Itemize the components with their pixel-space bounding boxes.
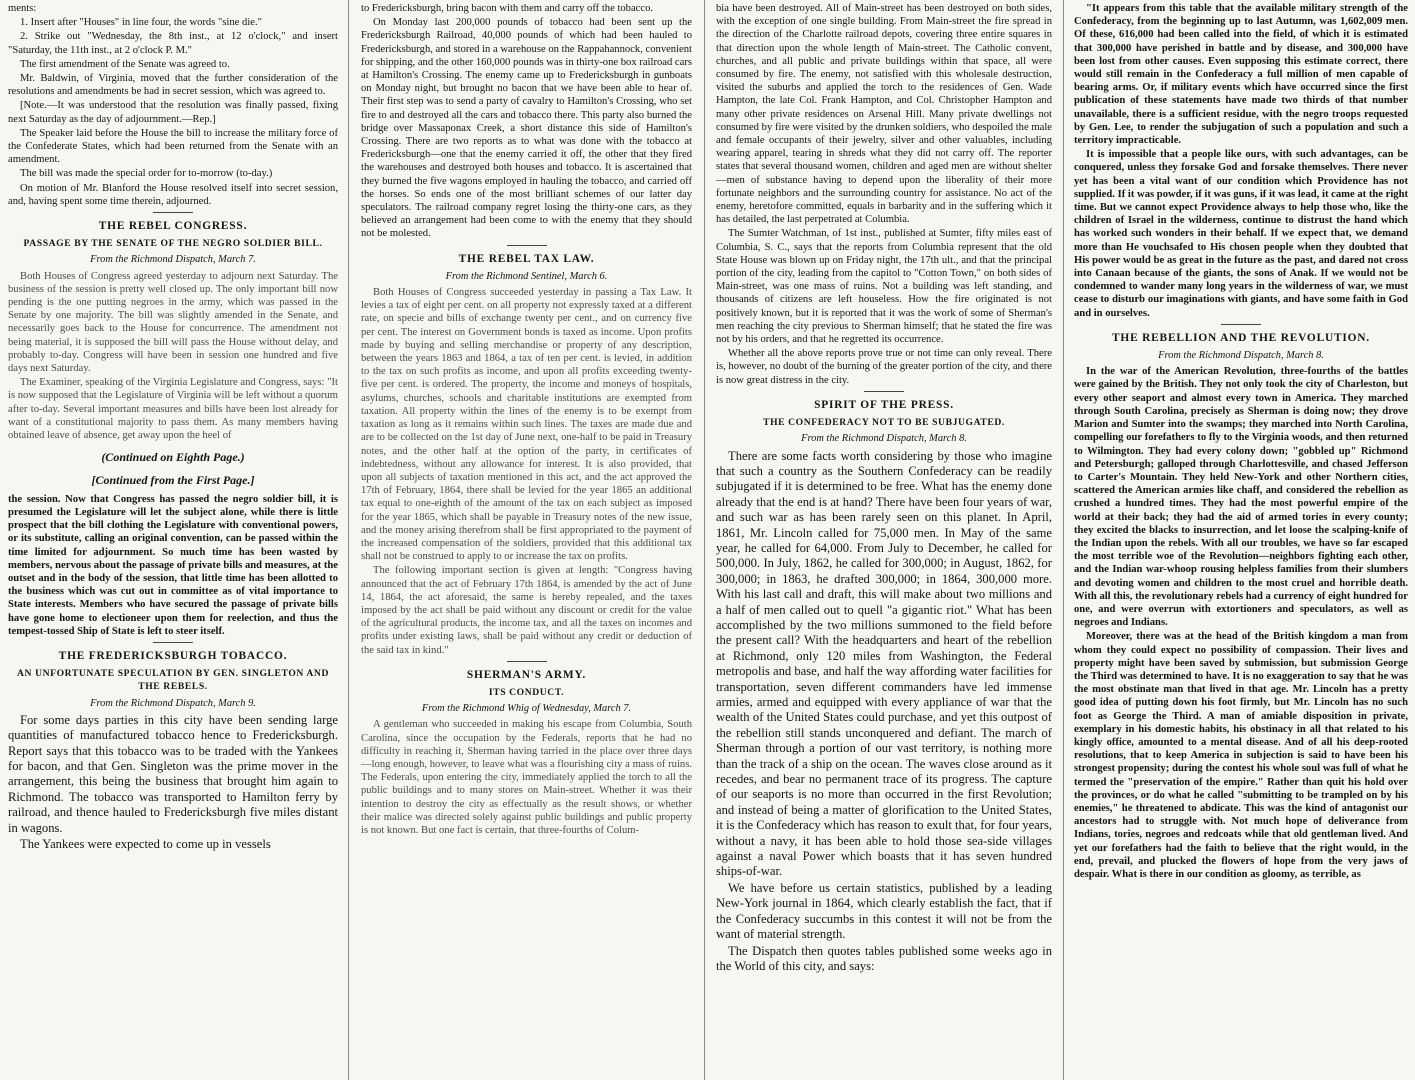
paragraph: The Examiner, speaking of the Virginia Legislature and Congress, says: "It is now supposed that the Legislature of Virginia will be left without a quorum after to-day. Several important measures and bills have been lost already for want of a constitutional majority to pass them. As many members having obtained leave of absence, get away upon the heel of <box>8 377 338 442</box>
article-subheadline: PASSAGE BY THE SENATE OF THE NEGRO SOLDIER BILL. <box>23 238 323 250</box>
article-source-line: From the Richmond Dispatch, March 8. <box>1158 350 1324 362</box>
article-divider <box>153 212 193 213</box>
paragraph: The bill was made the special order for to-morrow (to-day.) <box>20 168 273 180</box>
article-divider <box>507 245 547 246</box>
article-divider <box>507 661 547 662</box>
article-divider <box>1221 324 1261 325</box>
paragraph: In the war of the American Revolution, three-fourths of the battles were gained by the British. They not only took the city of Charleston, but every other seaport and almost every town in America. They marched through South Carolina, precisely as Sherman is doing now; they drove Marion and Sumter into the swamps; they marched into North Carolina, compelling our forefathers to fly to the Virginia woods, and then returned to Wilmington. They had every colony down; "gobbled up" Richmond and Petersburgh; galloped through Charlottesville, and chased Jefferson to Carter's Mountain. They held New-York and other Northern cities, scattered the American armies like chaff, and considered the rebellion as crushed a hundred times. They had the most powerful empire of the world at their back; they had the aid of armed tories in every county; they excited the blacks to insurrection, and let loose the scalping-knife of the Indian upon the rebels. With all our troubles, we have so far escaped the most terrible woe of the Revolution—neighbors fighting each other, and the Indian war-whoop rousing helpless families from their slumbers and devoting women and children to the most cruel and horrible death. With all this, the revolutionary rebels had a currency of eight hundred for one, and were overrun with extortioners and speculators, as well as negroes and Indians. <box>1074 366 1408 629</box>
paragraph: There are some facts worth considering by those who imagine that such a country as the Southern Confederacy can be readily subjugated if it is determined to be free. What has the enemy done already that the end is at hand? There have been four years of war, and such war as has been rarely seen on this planet. In April, 1861, Mr. Lincoln called for 75,000 men. In May of the same year, he called for 64,000. From July to December, he called for 500,000. In July, 1862, he called for 300,000; in August, 1862, for 300,000; in 1863, he drafted 300,000; in 1864, 300,000 more. With his last call and draft, this will make about two millions and a half of men called out to quell "a gigantic riot." What has been accomplished by the two millions summoned to the field before the present call? With the headquarters and heart of the rebellion at Richmond, only 120 miles from Washington, the Federal metropolis and base, and half the way affording water facilities for transportation, seven different commanders have led immense armies, armed and equipped with every appliance of war that the wealth of the United States could purchase, and yet this outpost of the rebellion still stands unconquered and defiant. The march of Sherman through a portion of our vast territory, is nothing more than the track of a ship on the ocean. The waves close around as it recedes, and bear no permanent trace of its progress. The capture of our seaports is no more than occurred in the first Revolution; and instead of being a matter of glorification to the United States, it is the Confederacy which has reason to exult that, for four years, without a navy, it has been able to hold those sea-side villages against a naval Power which boasts that it has seven hundred ships-of-war. <box>716 448 1052 879</box>
article-subheadline: AN UNFORTUNATE SPECULATION BY GEN. SINGLETON AND THE REBELS. <box>17 668 329 693</box>
column-rule <box>348 0 349 1080</box>
article-headline: THE REBEL CONGRESS. <box>98 220 248 233</box>
paragraph: The Speaker laid before the House the bill to increase the military force of the Confederate States, which had been returned from the Senate with an amendment. <box>8 127 338 166</box>
paragraph: The Dispatch then quotes tables published some weeks ago in the World of this city, and says: <box>716 943 1052 973</box>
article-subheadline: ITS CONDUCT. <box>488 686 565 698</box>
paragraph: ments: <box>8 3 37 14</box>
article-source-line: From the Richmond Sentinel, March 6. <box>445 270 608 282</box>
column-rule <box>704 0 705 1080</box>
article-source-line: From the Richmond Whig of Wednesday, March 7. <box>421 703 632 715</box>
paragraph: On motion of Mr. Blanford the House resolved itself into secret session, and, having spent some time therein, adjourned. <box>8 182 338 207</box>
paragraph: Both Houses of Congress succeeded yesterday in passing a Tax Law. It levies a tax of eight per cent. on all property not expressly taxed at a different rate, on specie and bills of exchange twenty per cent., and on currency five per cent. The interest on Government bonds is taxed as income. Upon profits made by buying and selling merchandise or property of any description, between the years 1863 and 1864, a tax of ten per cent. is levied, in addition to the tax on such profits as income, and upon all profits exceeding twenty-five per cent. is ordered. The property, the income and moneys of hospitals, asylums, churches, schools and charitable institutions are exempted from taxation. All property within the lines of the enemy is to be exempt from taxation as long as it remains within such lines. The taxes are made due and are to be collected on the 1st day of June next, one-half to be paid in Treasury notes, and the other half at the option of the party, in certificates of indebtedness, without any allowance for interest. It is also provided, that upon all subjects of taxation mentioned in this act, and the act approved the 17th of February, 1864, there shall be levied for the year 1865 an additional tax equal to one-eighth of the amount of the tax on each subject as imposed for the year 1865, which shall be payable in Treasury notes of the new issue, and the money arising therefrom shall be first appropriated to the payment of the increased compensation of the soldiers, provided that this additional tax shall not be construed to apply to or increase the tax on profits. <box>361 287 692 563</box>
article-headline: SHERMAN'S ARMY. <box>466 668 587 681</box>
paragraph: It is impossible that a people like ours, with such advantages, can be conquered, unless they forsake God and forsake themselves. There never yet has been a vital want of our condition which Providence has not supplied. If it was powder, if it was guns, if it was lead, it came at the right time. But we cannot expect Providence always to help those who, like the children of Israel in the wilderness, continue to distrust the hand which has worked such wonders in their behalf. If we expect that, we demand more than He vouchsafed to His chosen people when they doubted that His power would be as great in the future as the past, and dared not cross into Canaan because of the giants, the sons of Anak. If we would not be condemned to wander many long years in the wilderness of war, we must cease to disturb our imaginations with giants, and have some faith in God and in ourselves. <box>1074 149 1408 319</box>
article-headline: THE FREDERICKSBURGH TOBACCO. <box>58 649 288 662</box>
paragraph: The first amendment of the Senate was agreed to. <box>20 58 230 70</box>
paragraph: The Sumter Watchman, of 1st inst., published at Sumter, fifty miles east of Columbia, S. C., says that the reports from Columbia represent that the old State House was blown up on Friday night, the 17th ult., and that the principal portion of the city, leading from the capitol to "Cotton Town," on both sides of Main-street, was one mass of ruins. Not a building was left standing, and thousands of citizens are left houseless. How the fire originated is not positively known, but it is reported that it was the work of some of Sherman's men reaching the city previous to Sherman himself; that he stated the fire was not by his orders, and that he regretted its occurrence. <box>716 228 1052 346</box>
column-1 <box>8 2 338 1078</box>
article-source-line: From the Richmond Dispatch, March 9. <box>90 697 256 709</box>
article-headline: THE REBELLION AND THE REVOLUTION. <box>1112 331 1370 344</box>
continuation-notice: (Continued on Eighth Page.) <box>101 450 245 465</box>
article-source-line: From the Richmond Dispatch, March 7. <box>90 254 256 266</box>
column-3 <box>716 2 1052 1078</box>
column-4 <box>1074 2 1408 1078</box>
paragraph: A gentleman who succeeded in making his escape from Columbia, South Carolina, since the occupation by the Federals, reports that he had no difficulty in reaching it, Sherman having tarried in the place over three days—long enough, however, to leave what was a flourishing city a mass of ruins. The Federals, upon entering the city, immediately applied the torch to all the public buildings and to many stores on Main-street. Whether it was their intention to destroy the city as effectually as the result shows, or whether their malice was directed solely against public buildings and public property is not known. But one fact is certain, that three-fourths of Colum- <box>361 719 692 836</box>
article-headline: SPIRIT OF THE PRESS. <box>814 398 954 411</box>
paragraph: Mr. Baldwin, of Virginia, moved that the further consideration of the resolutions and amendments be had in secret session, which was agreed to. <box>8 73 338 98</box>
paragraph: Both Houses of Congress agreed yesterday to adjourn next Saturday. The business of the session is pretty well closed up. The only important bill now pending is the one putting negroes in the army, which was passed in the Senate by one majority. The bill was slightly amended in the Senate, and necessarily goes back to the House for concurrence. The amendment not being material, it is supposed the bill will pass the House without delay, and probably to-day. Congress will have been in session one hundred and five days next Saturday. <box>8 270 338 375</box>
article-divider <box>864 391 904 392</box>
article-headline: THE REBEL TAX LAW. <box>458 252 595 265</box>
continuation-notice: [Continued from the First Page.] <box>91 472 255 487</box>
paragraph: the session. Now that Congress has passed the negro soldier bill, it is presumed the Legislature will let the subject alone, while there is little prospect that the bill clothing the Legislature with conventional powers, or its substitute, calling an original convention, can be passed within the time limited for adjournment. So much time has been wasted by members, nervous about the passage of private bills and measures, at the outset and in the body of the session, that little time has been allotted to the business which was cut out in committee as of vital importance to State interests. Members who have secured the passage of private bills have gone home to electioneer upon them for reelection, and thus the tempest-tossed Ship of State is left to steer itself. <box>8 493 338 637</box>
paragraph: 1. Insert after "Houses" in line four, the words "sine die." <box>20 17 262 29</box>
paragraph: 2. Strike out "Wednesday, the 8th inst., at 12 o'clock," and insert "Saturday, the 11th inst., at 2 o'clock P. M." <box>8 31 338 56</box>
paragraph: We have before us certain statistics, published by a leading New-York journal in 1864, which clearly establish the fact, that if the Confederacy succumbs in this contest it will not be from the want of material strength. <box>716 880 1052 942</box>
article-divider <box>153 642 193 643</box>
paragraph: For some days parties in this city have been sending large quantities of manufactured tobacco hence to Fredericksburgh. Report says that this tobacco was to be traded with the Yankees for bacon, and that Gen. Singleton was the prime mover in the arrangement, this being the business that brought him again to Richmond. The tobacco was transported to Hamilton ferry by railroad, and thence hauled to Fredericksburgh five miles distant in wagons. <box>8 712 338 835</box>
paragraph: The Yankees were expected to come up in vessels <box>20 837 271 851</box>
column-2 <box>361 2 692 1078</box>
article-subheadline: THE CONFEDERACY NOT TO BE SUBJUGATED. <box>763 417 1005 429</box>
paragraph: Moreover, there was at the head of the British kingdom a man from whom they could expect no possibility of compassion. Their lives and property might have been saved by submission, but submission George the Third was determined to have. It is no exaggeration to say that he was the most obstinate man that lived in that age. Mr. Lincoln has a pretty good idea of putting down his foot firmly, but Mr. Lincoln has no such foot as George the Third. A man of amiable disposition in private, exemplary in his domestic habits, his obstinacy in all that related to his kingly office, amounted to a mental disease. And of all his deep-rooted resolutions, that to keep America in subjection is said to have been his strongest propensity; during the contest his whole soul was full of what he termed the "preservation of the empire." Rather than quit his hold over the provinces, or do what he called "submitting to be trampled on by his enemies," he threatened to abdicate. This was the kind of antagonist our ancestors had to struggle with. Not much hope of deliverance from Indians, tories, negroes and redcoats while that old gentleman lived. And yet our forefathers had the faith to believe that the right would, in the end, prevail, and plucked the flowers of hope from the very jaws of despair. What is there in our condition as gloomy, as terrible, as <box>1074 631 1408 880</box>
paragraph: bia have been destroyed. All of Main-street has been destroyed on both sides, with the exception of one single building. From Main-street the fire spread in the direction of the Charlotte railroad depots, covering three entire squares in that direction upon the whole length of Main-street. The Catholic convent, churches, and all public and private buildings within that space, all were consumed by fire. The enemy, not satisfied with this wholesale destruction, visited the suburbs and applied the torch to the residences of Gen. Wade Hampton, the late Col. Frank Hampton, and Col. Christopher Hampton and many other private residences on Arsenal Hill. Many private dwellings not consumed by fire were visited by the drunken soldiers, who despoiled the male and female occupants of their jewelry, silver and other valuables, including wearing apparel, tearing in shreds what they did not carry off. The reporter states that several thousand women, children and aged men are without shelter—men of substance having to depend upon the liberality of their more fortunate neighbors and the surrounding country for assistance. No act of the enemy, heretofore committed, equals in barbarity and in the suffering which it has detailed, the last perpetrated at Columbia. <box>716 3 1052 226</box>
paragraph: "It appears from this table that the available military strength of the Confederacy, from the beginning up to last Autumn, was 1,602,009 men. Of these, 616,000 had been called into the field, of which it is estimated that 300,000 have perished in battle and by disease, and 300,000 have been lost from other causes. Even supposing this estimate correct, there would still remain in the Confederacy a full million of men capable of bearing arms. Or, if military events which have occurred since the first publication of these statements have made two thirds of that number unavailable, there is a sufficient residue, with the negro troops requested by Gen. Lee, to render the subjugation of such a population and such a territory impracticable. <box>1074 3 1408 147</box>
paragraph: On Monday last 200,000 pounds of tobacco had been sent up the Fredericksburgh Railroad, 40,000 pounds of which had been hauled to Fredericksburgh, and stored in a warehouse on the Rappahannock, convenient for shipping, and the other 160,000 pounds was in thirty-one box railroad cars at Hamilton's Crossing. The enemy came up to Fredericksburgh in gunboats on Monday night, but brought no bacon that we have been able to hear of. Their first step was to send a party of cavalry to Hamilton's Crossing, who set fire to and destroyed all the cars and tobacco there. This party also burned the bridge over Massaponax Creek, a short distance this side of Hamilton's Crossing. There are two reports as to what was done with the tobacco at Fredericksburgh—one that the enemy carried it off, the other that they fired the warehouses and destroyed both houses and tobacco. It is ascertained that they burned the five wagons employed in hauling the tobacco, and carried off the horses. So ends one of the most brilliant schemes of our latter day speculators. The railroad company regret losing the thirty-one cars, as they believed an arrangement had been come to with the enemy that they should not be molested. <box>361 17 692 240</box>
paragraph: Whether all the above reports prove true or not time can only reveal. There is, however, no doubt of the burning of the greater portion of the city, and there is now great distress in the city. <box>716 348 1052 386</box>
article-source-line: From the Richmond Dispatch, March 8. <box>801 433 967 445</box>
paragraph: [Note.—It was understood that the resolution was finally passed, fixing next Saturday as the day of adjournment.—Rep.] <box>8 100 338 125</box>
paragraph: to Fredericksburgh, bring bacon with them and carry off the tobacco. <box>361 3 654 14</box>
column-rule <box>1063 0 1064 1080</box>
paragraph: The following important section is given at length: "Congress having announced that the act of February 17th 1864, is amended by the act of June 14, 1864, the act aforesaid, the same is hereby repealed, and the taxes imposed by the act shall be paid without any discount or credit for the value of the agricultural products, the income tax, and all the taxes on incomes and profits under existing laws, shall be paid without any credit or deduction of the said tax in kind." <box>361 565 692 656</box>
